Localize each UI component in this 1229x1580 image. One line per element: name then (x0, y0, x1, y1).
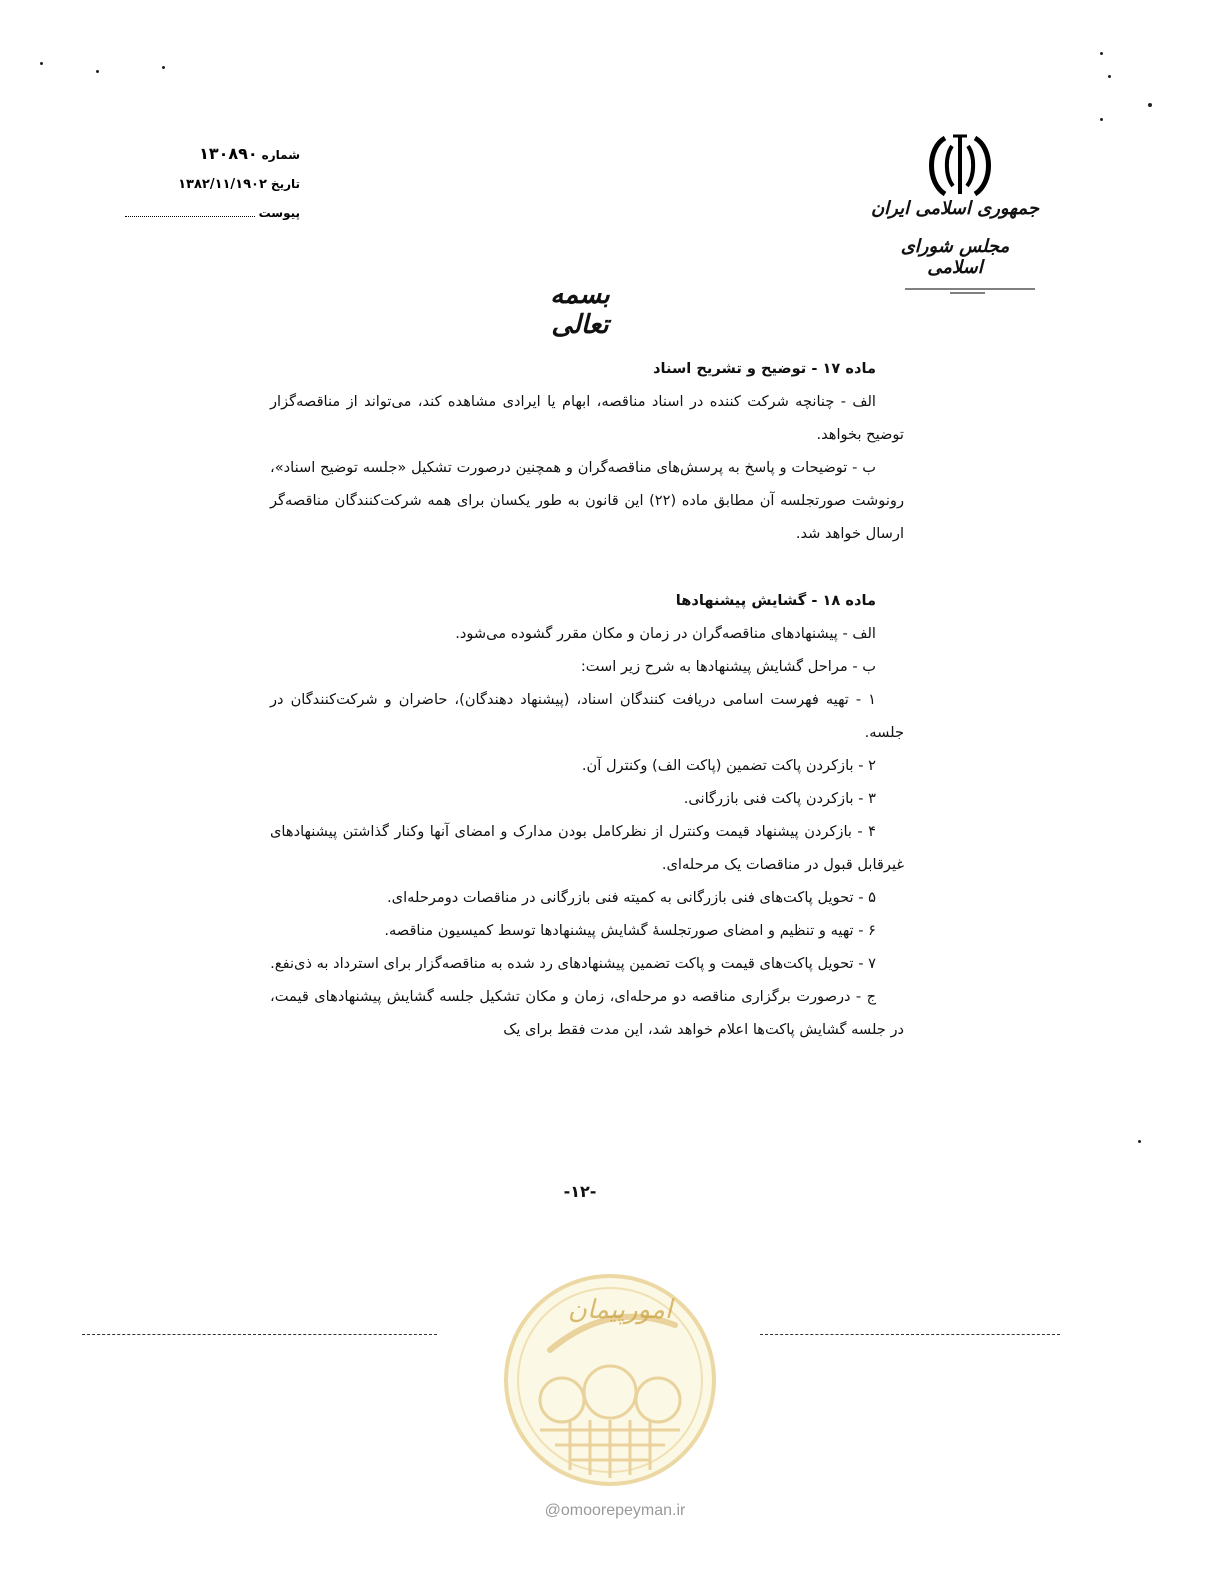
scan-speck (1108, 75, 1111, 78)
scan-speck (162, 66, 165, 69)
at-icon: @ (544, 1502, 561, 1519)
date-value: ۱۳۸۲/۱۱/۱۹۰۲ (178, 177, 267, 192)
date-row (125, 177, 300, 192)
article-18-step: ۱ - تهیه فهرست اسامی دریافت کنندگان اسناد، (پیشنهاد دهندگان)، حاضران و شرکت‌کنندگان در جلسه. (270, 691, 904, 741)
article-18-step: ۴ - بازکردن پیشنهاد قیمت وکنترل از نظرکامل بودن مدارک و امضای آنها وکنار گذاشتن پیشنهادهای غیرقابل قبول در مناقصات یک مرحله‌ای. (270, 823, 904, 873)
article-18-step: ۵ - تحویل پاکت‌های فنی بازرگانی به کمیته فنی بازرگانی در مناقصات دومرحله‌ای. (387, 889, 876, 906)
article-18-title: ماده ۱۸ - گشایش پیشنهادها (675, 592, 876, 609)
watermark-website: @omoorepeyman.ir (544, 1502, 686, 1519)
attachment-label: پیوست (258, 206, 300, 220)
number-value: ۱۳۰۸۹۰ (199, 144, 258, 163)
article-18-clause-b: ب - مراحل گشایش پیشنهادها به شرح زیر است: (580, 658, 876, 675)
article-17-title: ماده ۱۷ - توضیح و تشریح اسناد (653, 360, 876, 377)
article-18-step: ۷ - تحویل پاکت‌های قیمت و پاکت تضمین پیشنهادهای رد شده به مناقصه‌گزار برای استرداد به ذی‌نفع. (270, 955, 876, 972)
article-18-clause-a: الف - پیشنهادهای مناقصه‌گران در زمان و مکان مقرر گشوده می‌شود. (455, 625, 876, 642)
article-18-step: ۲ - بازکردن پاکت تضمین (پاکت الف) وکنترل آن. (581, 757, 876, 774)
article-17-clause-a: الف - چنانچه شرکت کننده در اسناد مناقصه، ابهام یا ایرادی مشاهده کند، می‌تواند از مناقصه‌گزار توضیح بخواهد. (270, 393, 904, 443)
scan-speck (96, 70, 99, 73)
page-number: -۱۲- (563, 1182, 597, 1201)
basmala-heading: بسمه تعالی (550, 280, 610, 340)
org-line-2: مجلس شورای اسلامی (900, 236, 1010, 278)
document-body (270, 352, 904, 1046)
date-label: تاريخ (270, 177, 300, 191)
watermark-seal-text: امورپیمان (567, 1295, 673, 1325)
scan-speck (40, 62, 43, 65)
attachment-dots (125, 215, 255, 217)
footer-rule-right (760, 1334, 1060, 1337)
scan-speck (1138, 1140, 1141, 1143)
scan-speck (1100, 52, 1103, 55)
scan-speck (1148, 103, 1152, 107)
article-18-step: ۶ - تهیه و تنظیم و امضای صورتجلسهٔ گشایش پیشنهادها توسط کمیسیون مناقصه. (384, 922, 876, 939)
article-17-clause-b: ب - توضیحات و پاسخ به پرسش‌های مناقصه‌گران و همچنین درصورت تشکیل «جلسه توضیح اسناد»، رونوشت صورتجلسه آن مطابق ماده (۲۲) این قانون به طور یکسان برای همه شرکت‌کنندگان مناقصه‌گر ارسال خواهد شد. (270, 459, 904, 542)
number-label: شماره (261, 148, 300, 162)
attachment-row (125, 206, 300, 222)
scan-speck (1100, 118, 1103, 121)
footer-rule-left (82, 1334, 437, 1337)
org-underline (905, 286, 1035, 296)
letter-meta (125, 144, 300, 222)
number-row (125, 144, 300, 163)
article-18-clause-c: ج - درصورت برگزاری مناقصه دو مرحله‌ای، زمان و مکان تشکیل جلسه گشایش پیشنهادهای قیمت، در جلسه گشایش پاکت‌ها اعلام خواهد شد، این مدت فقط برای یک (270, 988, 904, 1038)
org-line-1: جمهوری اسلامی ایران (870, 198, 1040, 219)
article-18-step: ۳ - بازکردن پاکت فنی بازرگانی. (683, 790, 876, 807)
iran-emblem-icon (915, 128, 1005, 203)
